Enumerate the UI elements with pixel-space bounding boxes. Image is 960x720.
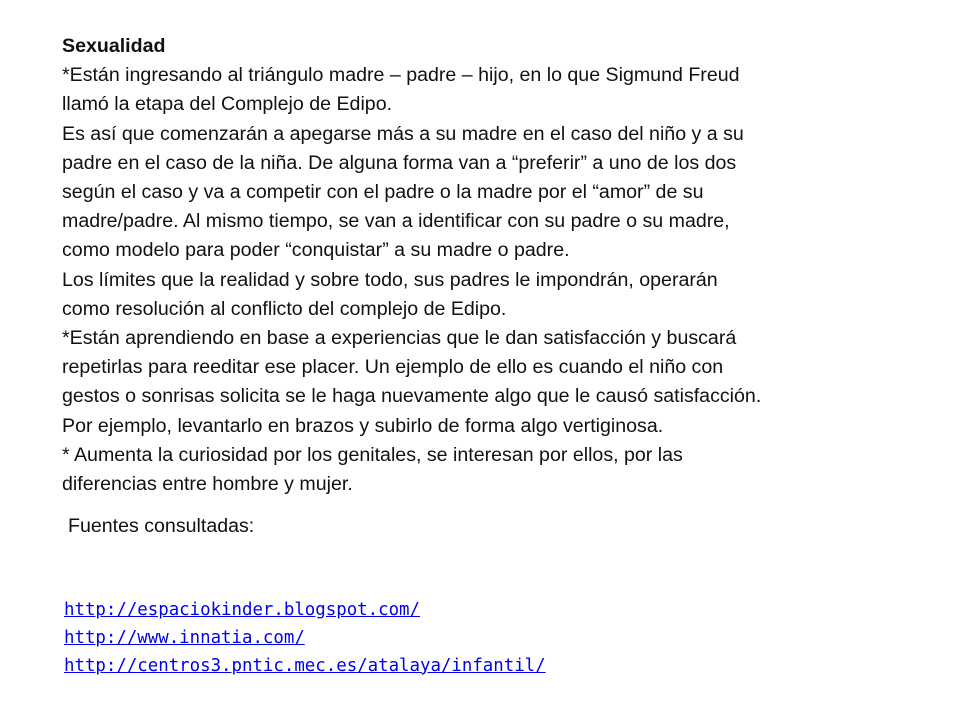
body-line: según el caso y va a competir con el padre o la madre por el “amor” de su [62, 181, 704, 204]
body-line: *Están ingresando al triángulo madre – padre – hijo, en lo que Sigmund Freud [62, 64, 740, 87]
body-line: Por ejemplo, levantarlo en brazos y subirlo de forma algo vertiginosa. [62, 414, 664, 437]
source-link-atalaya[interactable]: http://centros3.pntic.mec.es/atalaya/infantil/ [64, 655, 546, 676]
body-line: llamó la etapa del Complejo de Edipo. [62, 93, 393, 116]
body-line: repetirlas para reeditar ese placer. Un ejemplo de ello es cuando el niño con [62, 356, 724, 379]
source-links [64, 597, 546, 680]
body-line: diferencias entre hombre y mujer. [62, 473, 353, 496]
section-heading: Sexualidad [62, 35, 166, 57]
body-text-block [62, 32, 892, 499]
body-line: Los límites que la realidad y sobre todo, sus padres le impondrán, operarán [62, 268, 718, 291]
source-link-innatia[interactable]: http://www.innatia.com/ [64, 627, 305, 648]
sources-label: Fuentes consultadas: [68, 515, 255, 537]
body-line: Es así que comenzarán a apegarse más a su madre en el caso del niño y a su [62, 122, 744, 145]
body-line: * Aumenta la curiosidad por los genitales, se interesan por ellos, por las [62, 443, 683, 466]
body-line: como resolución al conflicto del complejo de Edipo. [62, 297, 507, 320]
source-link-espaciokinder[interactable]: http://espaciokinder.blogspot.com/ [64, 600, 420, 620]
body-line: madre/padre. Al mismo tiempo, se van a identificar con su padre o su madre, [62, 210, 730, 233]
body-line: *Están aprendiendo en base a experiencias que le dan satisfacción y buscará [62, 327, 737, 350]
body-line: gestos o sonrisas solicita se le haga nuevamente algo que le causó satisfacción. [62, 385, 762, 408]
body-line: padre en el caso de la niña. De alguna forma van a “preferir” a uno de los dos [62, 151, 737, 174]
body-line: como modelo para poder “conquistar” a su madre o padre. [62, 239, 570, 262]
